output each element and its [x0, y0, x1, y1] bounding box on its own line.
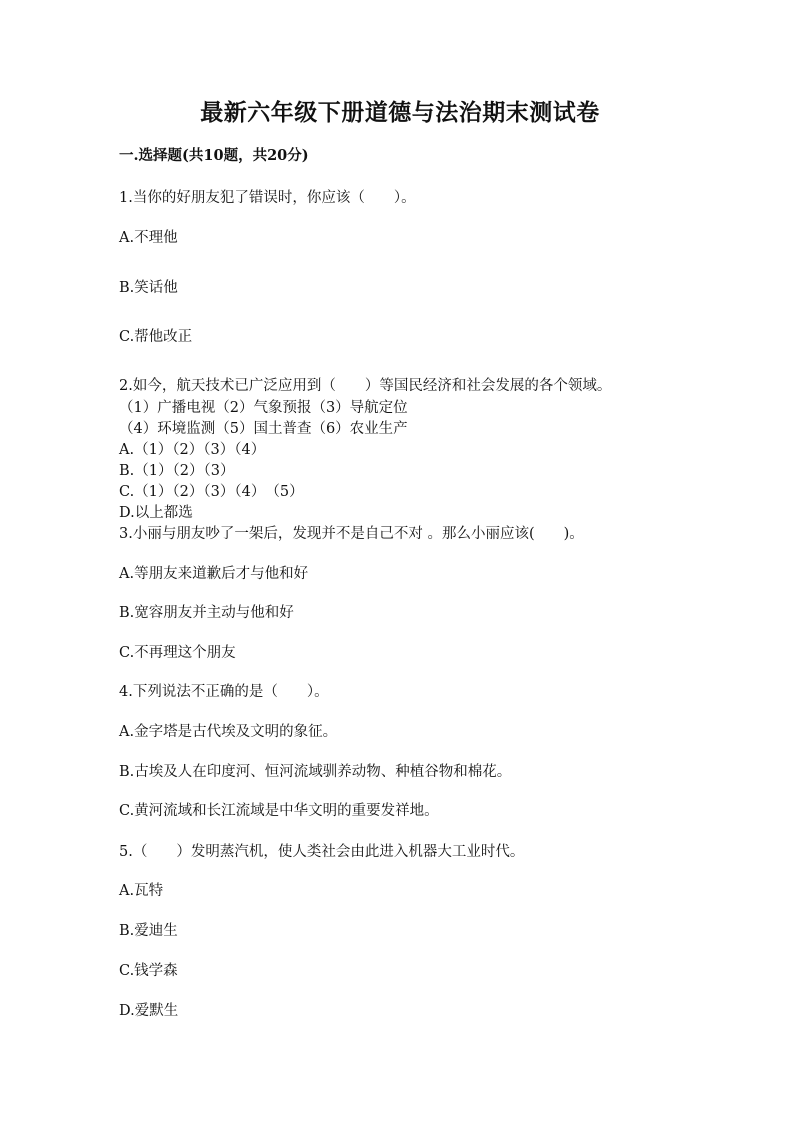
question-2-option-c: C.（1）（2）（3）（4） （5） — [119, 484, 304, 500]
question-1-option-a: A.不理他 — [119, 230, 178, 246]
question-4-option-b: B.古埃及人在印度河、恒河流域驯养动物、种植谷物和棉花。 — [119, 764, 512, 780]
question-1-stem: 1.当你的好朋友犯了错误时，你应该（ ）。 — [119, 190, 416, 206]
question-4-option-c: C.黄河流域和长江流域是中华文明的重要发祥地。 — [119, 803, 439, 819]
question-5-option-d: D.爱默生 — [119, 1003, 179, 1019]
section-heading: 一.选择题(共10题，共20分) — [119, 147, 309, 164]
question-1-option-b: B.笑话他 — [119, 280, 178, 296]
question-5-option-b: B.爱迪生 — [119, 923, 178, 939]
question-2-note-2: （4）环境监测（5）国土普查（6）农业生产 — [119, 421, 408, 437]
question-3-stem: 3.小丽与朋友吵了一架后，发现并不是自己不对 。那么小丽应该( )。 — [119, 526, 584, 542]
question-2-stem: 2.如今，航天技术已广泛应用到（ ）等国民经济和社会发展的各个领域。 — [119, 378, 612, 394]
question-5-stem: 5.（ ）发明蒸汽机，使人类社会由此进入机器大工业时代。 — [119, 844, 525, 860]
question-3-option-c: C.不再理这个朋友 — [119, 645, 236, 661]
question-4-stem: 4.下列说法不正确的是（ ）。 — [119, 684, 329, 700]
question-3-option-a: A.等朋友来道歉后才与他和好 — [119, 566, 309, 582]
question-3-option-b: B.宽容朋友并主动与他和好 — [119, 605, 294, 621]
question-5-option-a: A.瓦特 — [119, 883, 164, 899]
question-1-option-c: C.帮他改正 — [119, 329, 193, 345]
question-2-note-1: （1）广播电视（2）气象预报（3）导航定位 — [119, 400, 408, 416]
question-5-option-c: C.钱学森 — [119, 963, 178, 979]
question-2-option-b: B.（1）（2）（3） — [119, 463, 235, 479]
page-title: 最新六年级下册道德与法治期末测试卷 — [200, 99, 600, 126]
question-2-option-a: A.（1）（2）（3）（4） — [119, 442, 266, 458]
question-4-option-a: A.金字塔是古代埃及文明的象征。 — [119, 724, 338, 740]
question-2-option-d: D.以上都选 — [119, 505, 193, 521]
